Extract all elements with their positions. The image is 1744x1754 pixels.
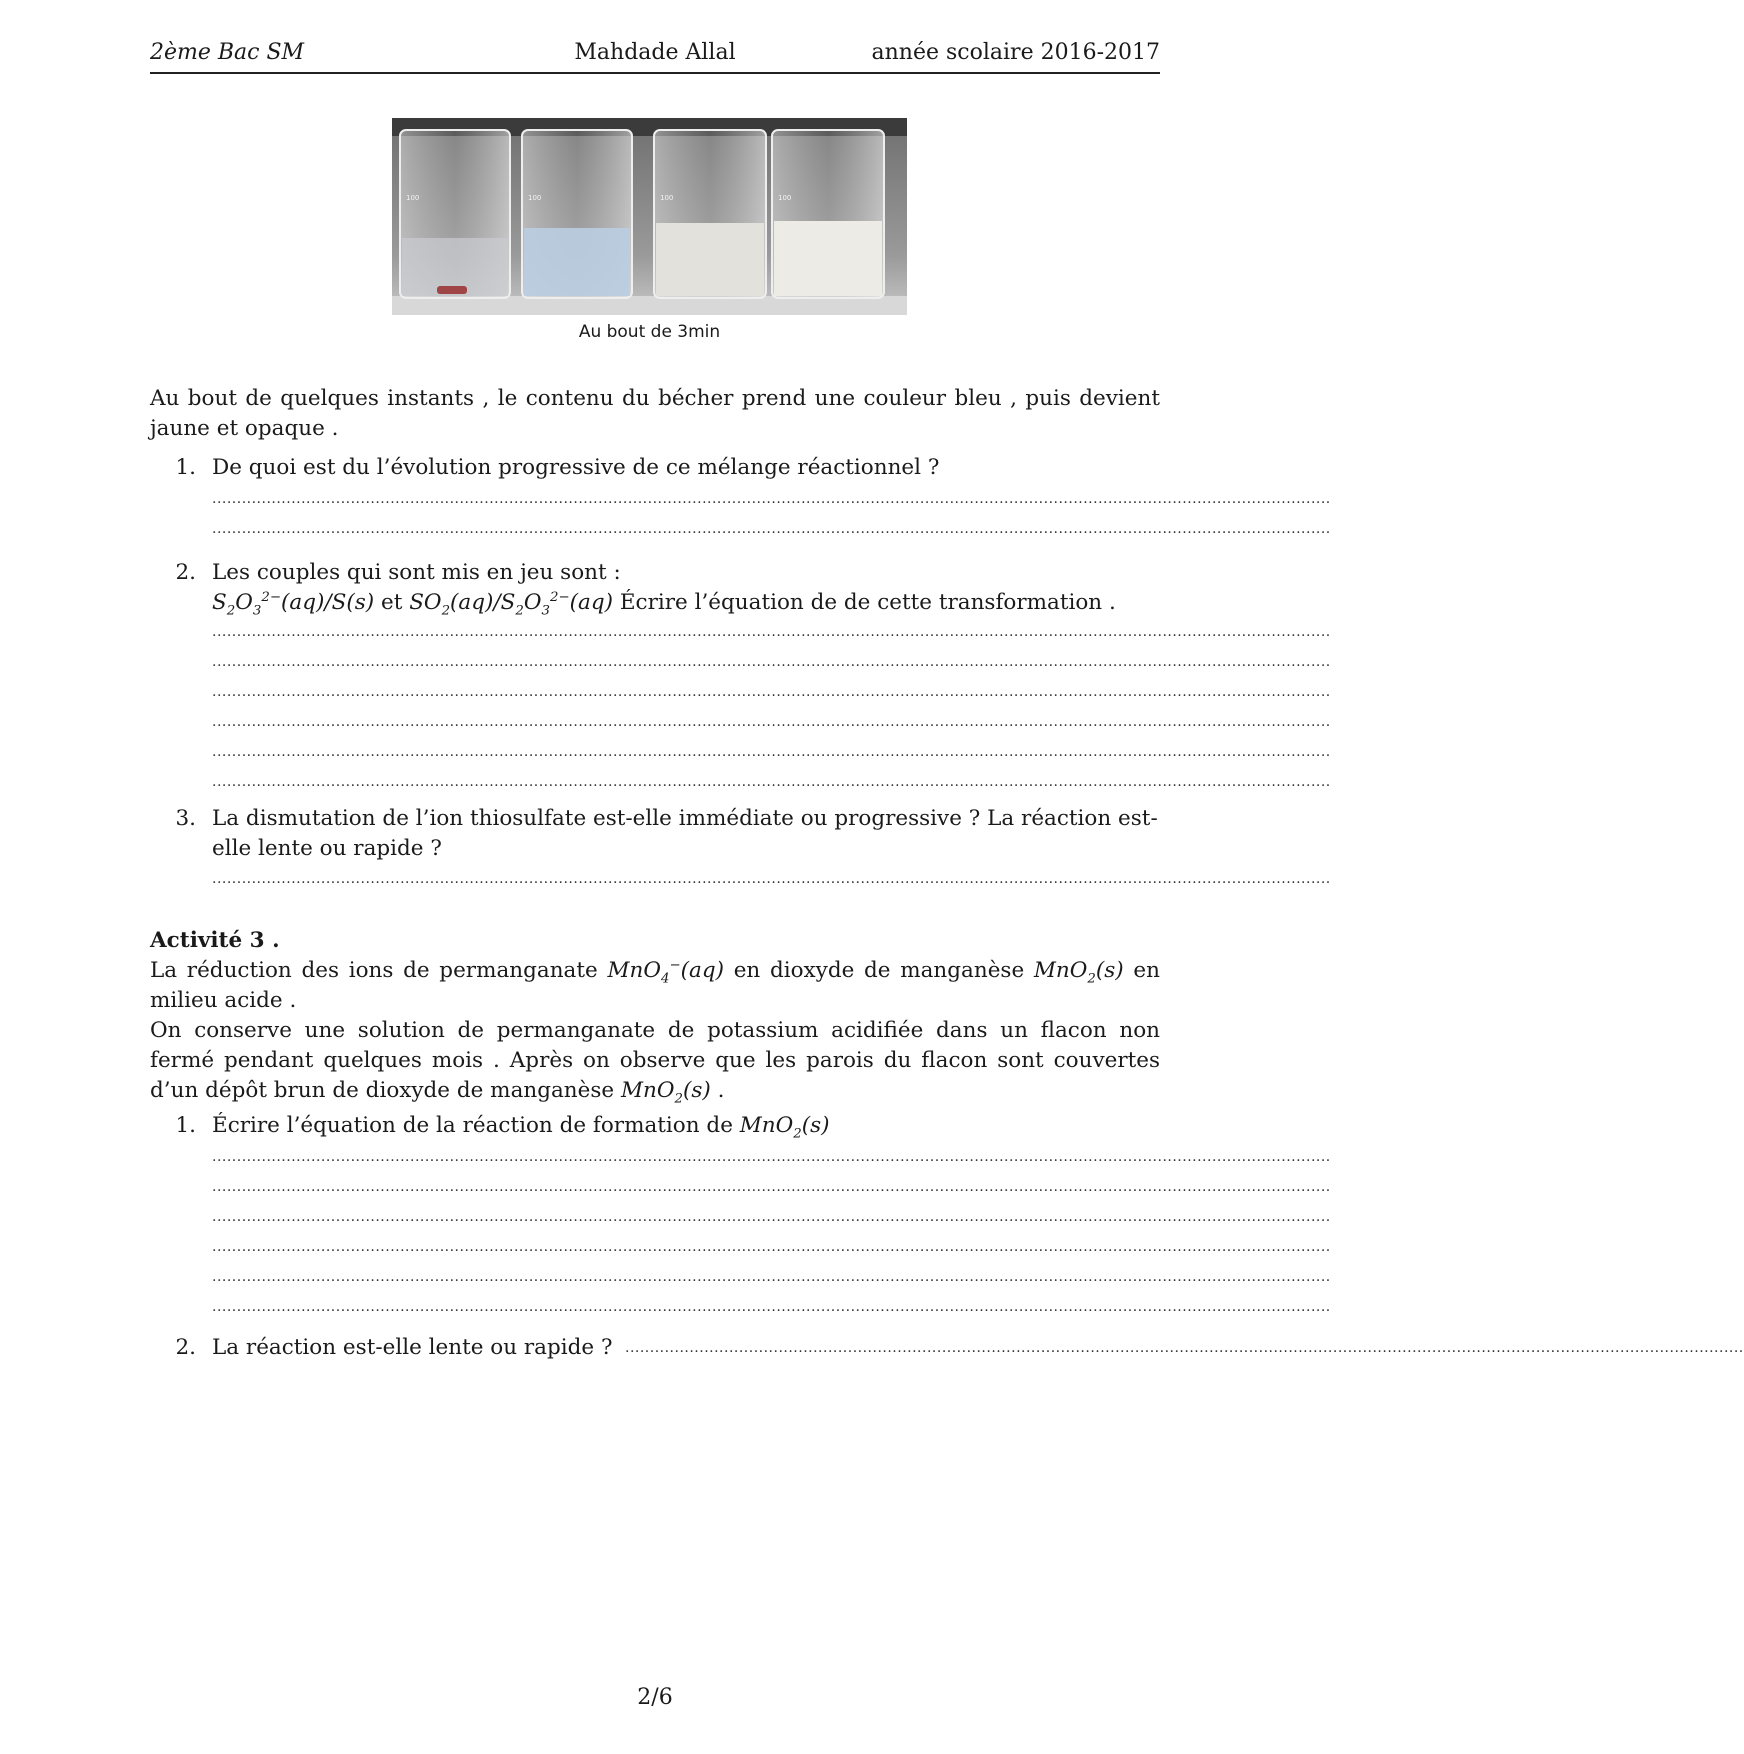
answer-line[interactable]: .................................................................................................................................................................................................................................. (212, 521, 1331, 537)
answer-line[interactable]: .................................................................................................................................................................................................................................. (212, 1299, 1331, 1315)
beaker-3-label: 100 (660, 194, 674, 202)
answer-line[interactable]: .................................................................................................................................................................................................................................. (212, 744, 1331, 760)
couple-1: $S_2O_3^{2-}(aq)/S(s)$ (212, 589, 375, 619)
couple-2: $SO_2(aq)/S_2O_3^{2-}(aq)$ (409, 589, 614, 619)
question-1-number: 1. (175, 455, 196, 480)
question-1-text: De quoi est du l’évolution progressive de ce mélange réactionnel ? (212, 455, 940, 480)
beakers-illustration (392, 118, 907, 315)
formula-mno2: MnO$_2$(s) (620, 1078, 711, 1107)
activity-3-question-2-number: 2. (175, 1335, 196, 1360)
answer-line[interactable]: .................................................................................................................................................................................................................................. (212, 774, 1331, 790)
question-3 (150, 804, 1160, 864)
question-2-number: 2. (175, 560, 196, 585)
answer-line[interactable]: .................................................................................................................................................................................................................................. (212, 1239, 1331, 1255)
page-header (150, 40, 1160, 74)
question-2-instruction: Écrire l’équation de de cette transformation . (619, 590, 1116, 615)
figure-caption: Au bout de 3min (578, 322, 721, 342)
answer-line[interactable]: .................................................................................................................................................................................................................................. (625, 1340, 1744, 1356)
beakers-photo (392, 118, 907, 315)
header-author: Mahdade Allal (574, 40, 736, 65)
answer-line[interactable]: .................................................................................................................................................................................................................................. (212, 1209, 1331, 1225)
answer-line[interactable]: .................................................................................................................................................................................................................................. (212, 714, 1331, 730)
answer-line[interactable]: .................................................................................................................................................................................................................................. (212, 1179, 1331, 1195)
beaker-1 (400, 130, 510, 298)
beaker-2 (522, 130, 632, 298)
activity-3-title: Activité 3 . (150, 928, 280, 953)
answer-line[interactable]: .................................................................................................................................................................................................................................. (212, 654, 1331, 670)
answer-line[interactable]: .................................................................................................................................................................................................................................. (212, 491, 1331, 507)
couple-and: et (380, 590, 403, 615)
header-class: 2ème Bac SM (150, 40, 305, 65)
beaker-2-label: 100 (528, 194, 542, 202)
formula-mno2: MnO$_2$(s) (1033, 958, 1124, 987)
question-3-number: 3. (175, 806, 196, 831)
question-2-text: Les couples qui sont mis en jeu sont : (212, 560, 621, 585)
question-3-text: La dismutation de l’ion thiosulfate est-elle immédiate ou progressive ? La réaction est-elle lente ou rapide ? (212, 806, 1158, 861)
beaker-3 (654, 130, 766, 298)
activity-3-question-1-number: 1. (175, 1113, 196, 1138)
answer-line[interactable]: .................................................................................................................................................................................................................................. (212, 684, 1331, 700)
activity-3-question-2-text: La réaction est-elle lente ou rapide ? (212, 1335, 613, 1360)
activity-3-paragraph-2: On conserve une solution de permanganate de potassium acidifiée dans un flacon non fermé pendant quelques mois . Après on observe que les parois du flacon sont couvertes d’un dépôt brun de dioxyde de manganèse MnO$_2$(s) . (150, 1018, 1160, 1107)
intro-paragraph: Au bout de quelques instants , le contenu du bécher prend une couleur bleu , puis devient jaune et opaque . (150, 386, 1160, 441)
beaker-4-label: 100 (778, 194, 792, 202)
header-year: année scolaire 2016-2017 (871, 40, 1160, 65)
answer-line[interactable]: .................................................................................................................................................................................................................................. (212, 871, 1331, 887)
answer-line[interactable]: .................................................................................................................................................................................................................................. (212, 624, 1331, 640)
page-number: 2/6 (637, 1685, 673, 1710)
activity-3-question-1-text: Écrire l’équation de la réaction de formation de (212, 1113, 733, 1138)
formula-mno2: MnO$_2$(s) (739, 1113, 830, 1142)
activity-3-paragraph-1: La réduction des ions de permanganate MnO$_4$−(aq) en dioxyde de manganèse MnO$_2$(s) en milieu acide . (150, 957, 1160, 1013)
document-page (150, 0, 1744, 1754)
answer-line[interactable]: .................................................................................................................................................................................................................................. (212, 1269, 1331, 1285)
answer-line[interactable]: .................................................................................................................................................................................................................................. (212, 1149, 1331, 1165)
beaker-4 (772, 130, 884, 298)
beaker-1-label: 100 (406, 194, 420, 202)
formula-permanganate: MnO$_4$−(aq) (607, 957, 724, 987)
